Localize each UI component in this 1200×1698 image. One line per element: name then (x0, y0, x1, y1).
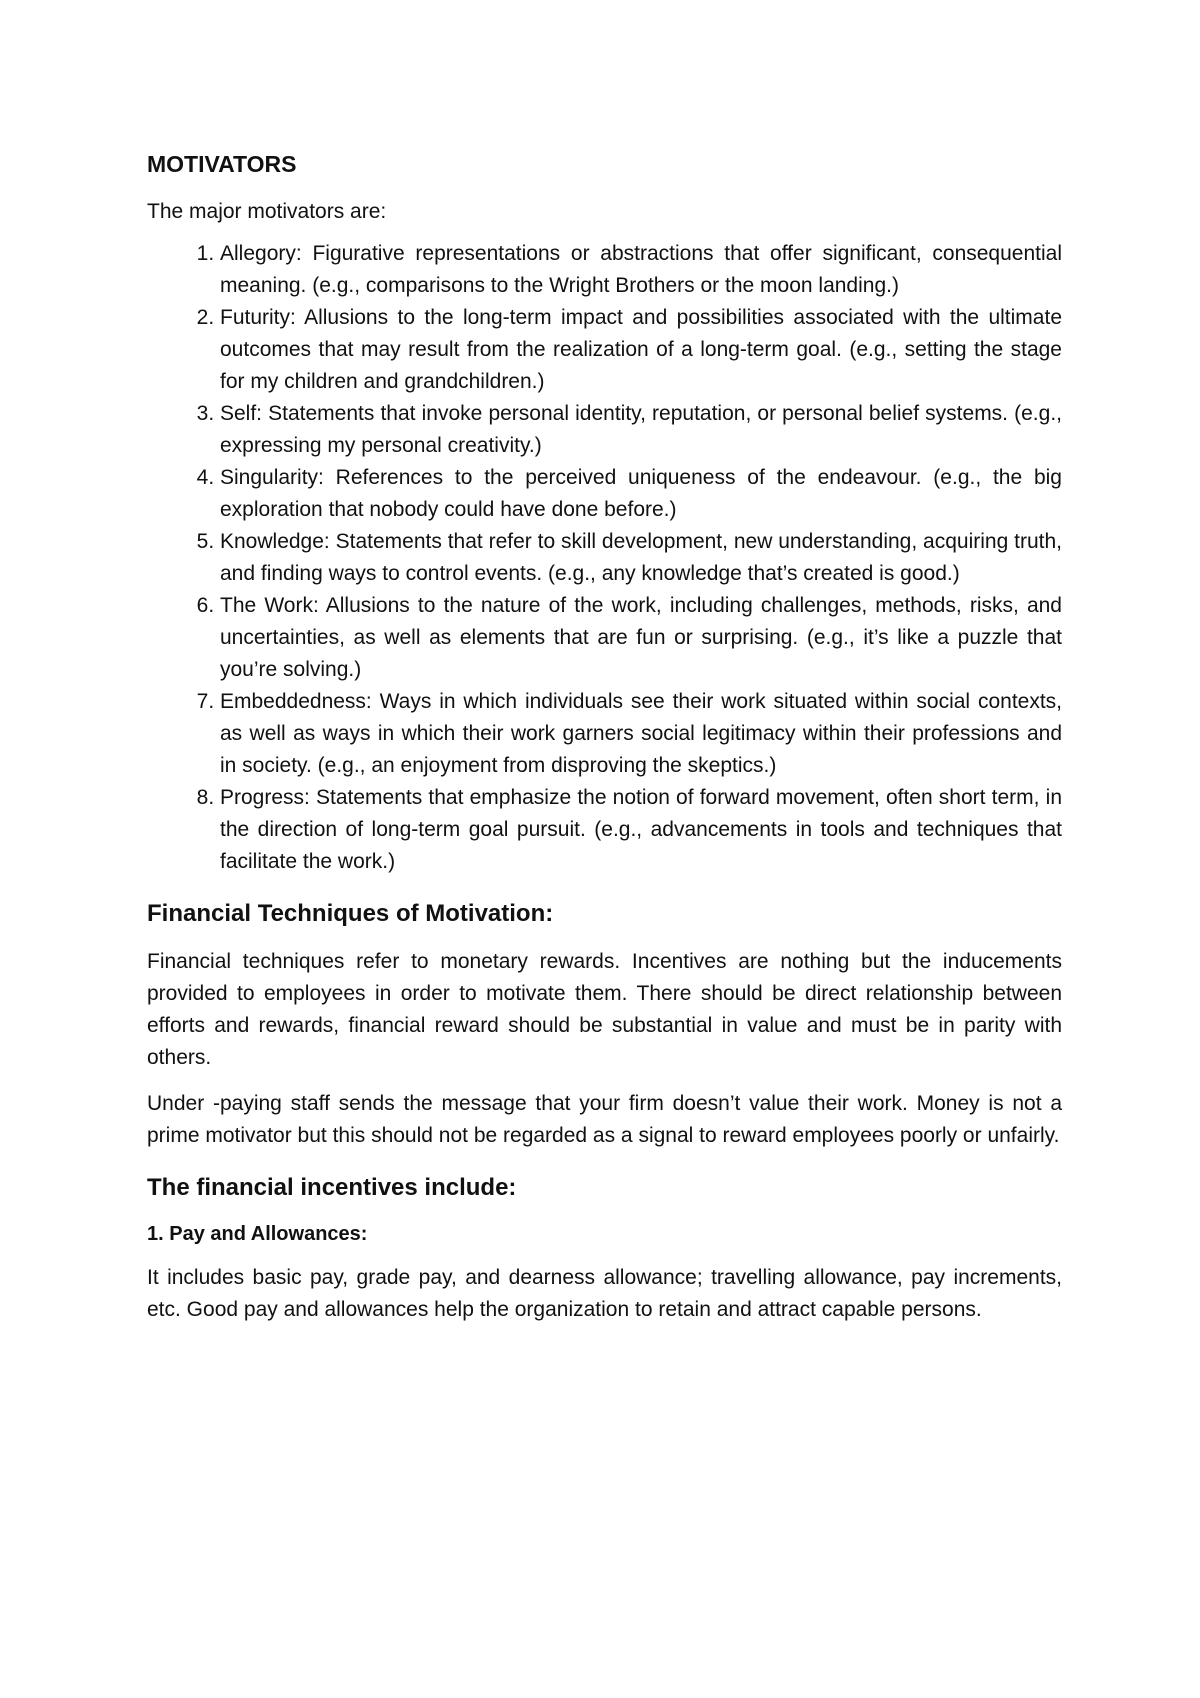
motivators-list (147, 238, 1062, 878)
list-item: 4. Singularity: References to the perceived uniqueness of the endeavour. (e.g., the big exploration that nobody could have done before.) (220, 462, 1062, 526)
financial-paragraph-1: Financial techniques refer to monetary rewards. Incentives are nothing but the inducements provided to employees in order to motivate them. There should be direct relationship between efforts and rewards, financial reward should be substantial in value and must be in parity with others. (147, 950, 1062, 1069)
financial-incentives-heading: The financial incentives include: (147, 1174, 517, 1201)
list-item: 7. Embeddedness: Ways in which individuals see their work situated within social contexts, as well as ways in which their work garners social legitimacy within their professions and in society. (e.g., an enjoyment from disproving the skeptics.) (220, 686, 1062, 782)
list-item: 8. Progress: Statements that emphasize the notion of forward movement, often short term, in the direction of long-term goal pursuit. (e.g., advancements in tools and techniques that facilitate the work.) (220, 782, 1062, 878)
document-page (147, 148, 1062, 1340)
list-item: 3. Self: Statements that invoke personal identity, reputation, or personal belief systems. (e.g., expressing my personal creativity.) (220, 398, 1062, 462)
pay-allowances-paragraph: It includes basic pay, grade pay, and dearness allowance; travelling allowance, pay increments, etc. Good pay and allowances help the organization to retain and attract capable persons. (147, 1266, 1062, 1321)
list-item: 2. Futurity: Allusions to the long-term impact and possibilities associated with the ultimate outcomes that may result from the realization of a long-term goal. (e.g., setting the stage for my children and grandchildren.) (220, 302, 1062, 398)
page-title: MOTIVATORS (147, 151, 297, 177)
intro-text: The major motivators are: (147, 200, 387, 223)
list-item: 1. Allegory: Figurative representations or abstractions that offer significant, consequential meaning. (e.g., comparisons to the Wright Brothers or the moon landing.) (220, 238, 1062, 302)
financial-paragraph-2: Under -paying staff sends the message that your firm doesn’t value their work. Money is not a prime motivator but this should not be regarded as a signal to reward employees poorly or unfairly. (147, 1092, 1062, 1147)
financial-techniques-heading: Financial Techniques of Motivation: (147, 900, 554, 927)
pay-allowances-heading: 1. Pay and Allowances: (147, 1223, 368, 1245)
list-item: 6. The Work: Allusions to the nature of the work, including challenges, methods, risks, and uncertainties, as well as elements that are fun or surprising. (e.g., it’s like a puzzle that you’re solving.) (220, 590, 1062, 686)
list-item: 5. Knowledge: Statements that refer to skill development, new understanding, acquiring truth, and finding ways to control events. (e.g., any knowledge that’s created is good.) (220, 526, 1062, 590)
